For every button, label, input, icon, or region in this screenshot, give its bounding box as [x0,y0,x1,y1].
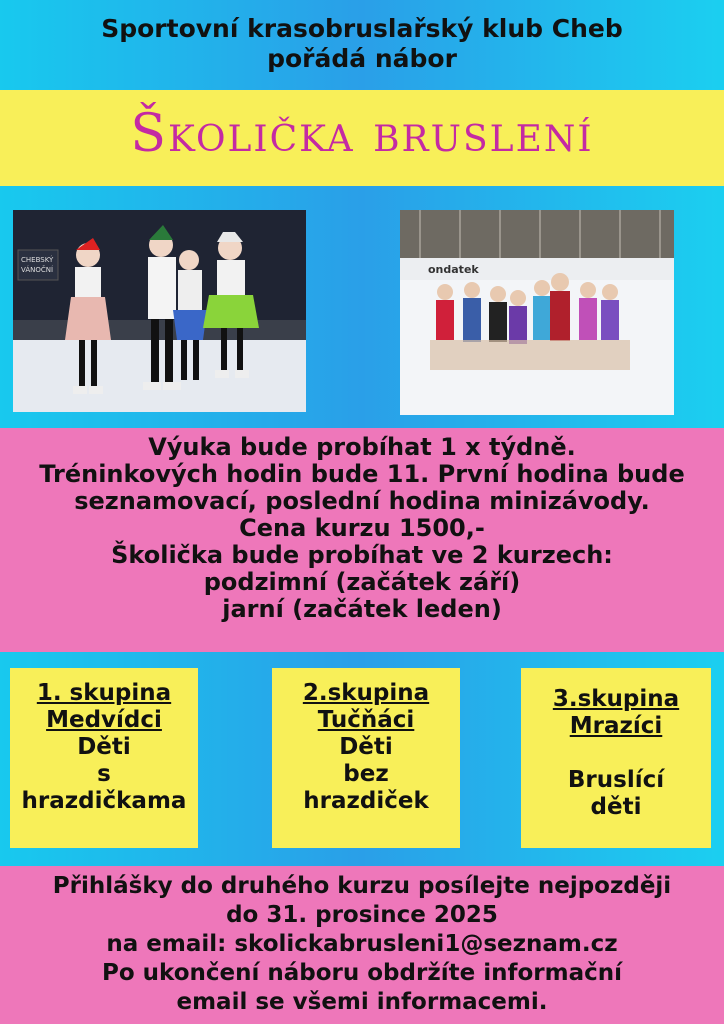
header-line-1: Sportovní krasobruslařský klub Cheb [101,14,623,43]
info-line: seznamovací, poslední hodina minizávody. [74,487,650,515]
group-desc-line: s [97,761,111,787]
group-desc-line: děti [590,794,642,820]
course-info-text [0,434,724,623]
group-desc-line: hrazdičkama [21,788,187,814]
footer-line: Po ukončení náboru obdržíte informační [101,960,622,986]
group-name: Mrazíci [569,713,663,739]
header-line-2: pořádá nábor [267,44,457,73]
info-line: Školička bude probíhat ve 2 kurzech: [111,541,613,569]
rink-board-text: ondatek [428,263,479,276]
group-heading: 2.skupina [302,680,430,706]
group-card-2 [272,668,460,848]
title-band [0,90,724,186]
info-line: jarní (začátek leden) [222,595,502,623]
footer-line: email se všemi informacemi. [176,989,548,1015]
group-desc-line: Děti [77,734,131,760]
registration-text [0,872,724,1017]
group-heading: 1. skupina [36,680,172,706]
photo-children-skating [13,210,306,412]
info-line: Cena kurzu 1500,- [239,514,485,542]
footer-line: Přihlášky do druhého kurzu posílejte nejpozději [52,873,672,899]
group-name: Medvídci [46,707,162,733]
group-desc-line: bez [343,761,389,787]
group-card-1 [10,668,198,848]
group-desc-line: Bruslící [567,767,665,793]
registration-band [0,866,724,1024]
poster-title: Školička bruslení [130,104,594,164]
club-header [0,14,724,74]
svg-text:VÁNOČNÍ: VÁNOČNÍ [21,266,54,274]
group-card-3 [521,668,711,848]
spacer [521,740,711,767]
group-name: Tučňáci [317,707,415,733]
footer-email-line[interactable]: na email: skolickabrusleni1@seznam.cz [106,931,618,957]
group-desc-line: hrazdiček [303,788,429,814]
info-line: podzimní (začátek září) [203,568,521,596]
footer-line: do 31. prosince 2025 [226,902,498,928]
group-heading: 3.skupina [552,686,680,712]
info-line: Tréninkových hodin bude 11. První hodina bude [39,460,685,488]
rink-sign-text: CHEBSKÝ [21,256,54,264]
group-desc-line: Děti [339,734,393,760]
course-info-band [0,428,724,652]
info-line: Výuka bude probíhat 1 x týdně. [148,433,576,461]
photo-skating-group [400,210,674,415]
